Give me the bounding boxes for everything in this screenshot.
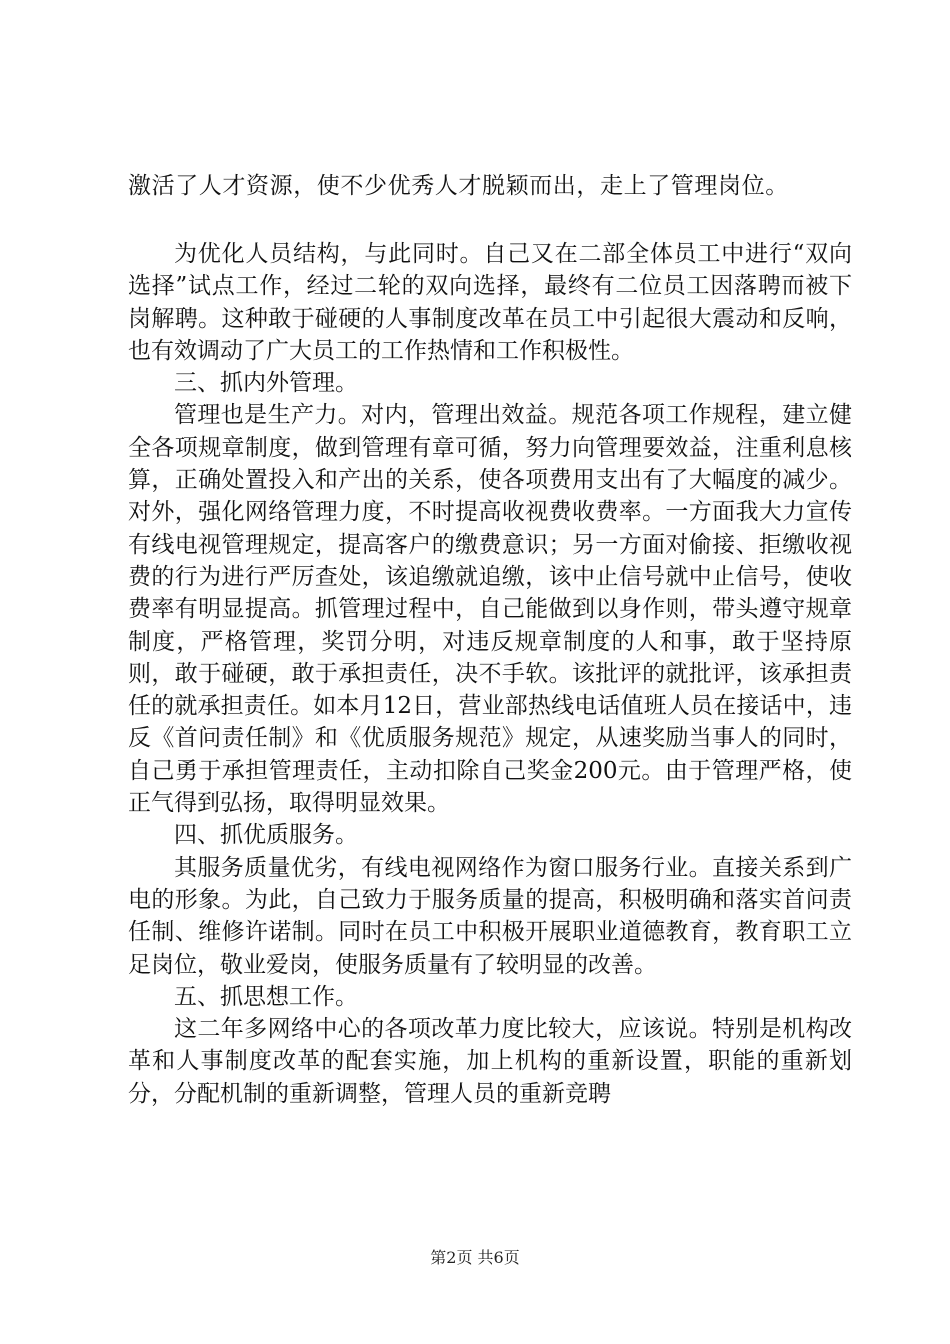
paragraph-ideology: 这二年多网络中心的各项改革力度比较大，应该说。特别是机构改革和人事制度改革的配套实施，加上机构的重新设置，职能的重新划分，分配机制的重新调整，管理人员的重新竞聘 — [128, 1016, 852, 1107]
document-body — [128, 238, 852, 1110]
paragraph-management: 管理也是生产力。对内，管理出效益。规范各项工作规程，建立健全各项规章制度，做到管理有章可循，努力向管理要效益，注重利息核算，正确处置投入和产出的关系，使各项费用支出有了大幅度的减少。对外，强化网络管理力度，不时提高收视费收费率。一方面我大力宣传有线电视管理规定，提高客户的缴费意识；另一方面对偷接、拒缴收视费的行为进行严厉查处，该追缴就追缴，该中止信号就中止信号，使收费率有明显提高。抓管理过程中，自己能做到以身作则，带头遵守规章制度，严格管理，奖罚分明，对违反规章制度的人和事，敢于坚持原则，敢于碰硬，敢于承担责任，决不手软。该批评的就批评，该承担责任的就承担责任。如本月12日，营业部热线电话值班人员在接话中，违反《首问责任制》和《优质服务规范》规定，从速奖励当事人的同时，自己勇于承担管理责任，主动扣除自己奖金200元。由于管理严格，使正气得到弘扬，取得明显效果。 — [128, 402, 852, 817]
section-heading-management: 三、抓内外管理。 — [174, 370, 358, 397]
section-heading-ideology: 五、抓思想工作。 — [174, 983, 358, 1010]
section-heading-service: 四、抓优质服务。 — [174, 822, 358, 849]
paragraph-service: 其服务质量优劣，有线电视网络作为窗口服务行业。直接关系到广电的形象。为此，自己致力于服务质量的提高，积极明确和落实首问责任制、维修许诺制。同时在员工中积极开展职业道德教育，教育职工立足岗位，敬业爱岗，使服务质量有了较明显的改善。 — [128, 854, 852, 978]
continuation-line: 激活了人才资源，使不少优秀人才脱颖而出，走上了管理岗位。 — [128, 173, 789, 199]
page-footer: 第2页 共6页 — [430, 1248, 520, 1267]
paragraph-personnel-structure: 为优化人员结构，与此同时。自己又在二部全体员工中进行“双向选择”试点工作，经过二轮的双向选择，最终有二位员工因落聘而被下岗解聘。这种敢于碰硬的人事制度改革在员工中引起很大震动和反响，也有效调动了广大员工的工作热情和工作积极性。 — [128, 241, 852, 364]
